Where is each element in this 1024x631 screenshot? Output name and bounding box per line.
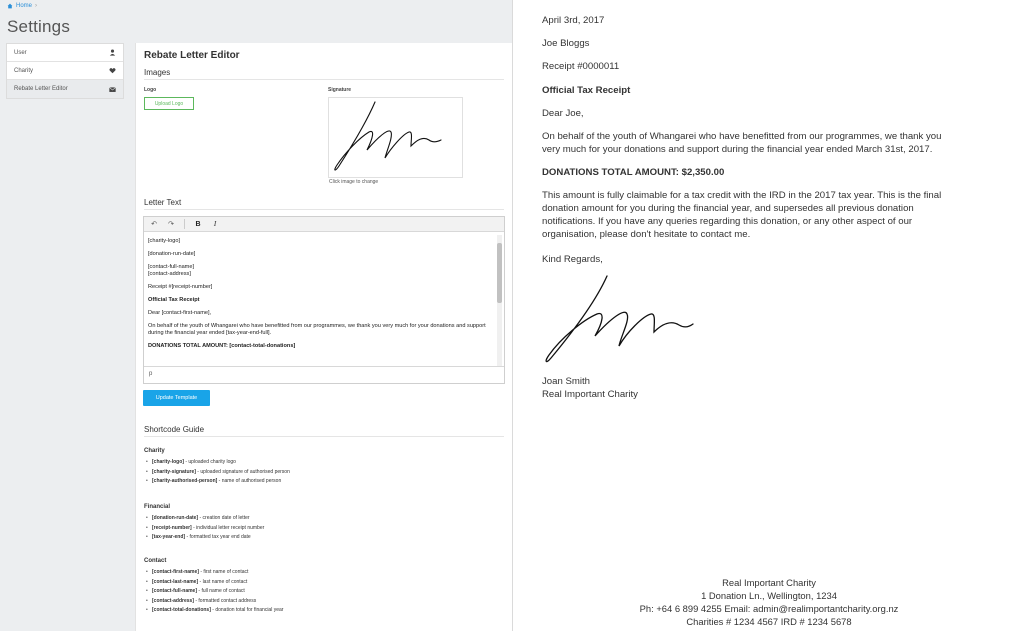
- letter-paragraph-line: donation amount for you during the financial year, and supersedes all previous donation: [542, 203, 914, 214]
- upload-logo-button[interactable]: Upload Logo: [144, 97, 194, 110]
- breadcrumb-separator: ›: [35, 3, 38, 9]
- letter-signer-org: Real Important Charity: [542, 389, 638, 400]
- letter-preview: [512, 0, 1024, 631]
- editor-line: [contact-full-name]: [148, 264, 195, 270]
- sidebar-item-rebate-letter-editor[interactable]: [7, 80, 123, 98]
- letter-official-heading: Official Tax Receipt: [542, 85, 631, 96]
- shortcode-group-title: Contact: [144, 558, 167, 564]
- editor-line: [charity-logo]: [148, 238, 181, 244]
- breadcrumb-home-link[interactable]: Home: [16, 3, 33, 9]
- letter-paragraph-line: On behalf of the youth of Whangarei who have benefitted from our programmes, we thank you: [542, 131, 942, 142]
- bold-button[interactable]: B: [195, 220, 201, 228]
- letter-paragraph-line: This amount is fully claimable for a tax credit with the IRD in the 2017 tax year. This is the final: [542, 190, 942, 201]
- shortcode-item: • [contact-last-name] - last name of contact: [152, 579, 283, 586]
- shortcode-item: • [tax-year-end] - formatted tax year end date: [152, 534, 264, 541]
- editor-panel: [135, 43, 512, 631]
- editor-line: DONATIONS TOTAL AMOUNT: [contact-total-donations]: [148, 343, 296, 349]
- sidebar-item-label: Charity: [14, 67, 34, 74]
- editor-statusbar: p: [144, 366, 504, 383]
- shortcode-group-charity: [144, 448, 290, 488]
- shortcode-item: • [charity-signature] - uploaded signature of authorised person: [152, 469, 290, 476]
- images-heading: Images: [144, 68, 504, 80]
- redo-icon[interactable]: ↷: [168, 221, 174, 228]
- shortcode-item: • [donation-run-date] - creation date of letter: [152, 515, 264, 522]
- letter-signature-image: [541, 270, 696, 365]
- scrollbar-thumb[interactable]: [497, 243, 502, 303]
- home-icon: [7, 3, 13, 9]
- editor-content[interactable]: [144, 233, 499, 366]
- editor-line: On behalf of the youth of Whangarei who have benefitted from our programmes, we thank you very much for your donations and support during the financial year ended [tax-year-end-full].: [148, 323, 486, 336]
- letter-receipt-number: Receipt #0000011: [542, 61, 620, 72]
- shortcode-item: • [charity-logo] - uploaded charity logo: [152, 459, 290, 466]
- shortcode-group-financial: [144, 504, 264, 544]
- signature-label: Signature: [328, 87, 352, 93]
- editor-line: [contact-address]: [148, 271, 191, 277]
- shortcode-group-title: Charity: [144, 448, 165, 454]
- letter-date: April 3rd, 2017: [542, 15, 605, 26]
- sidebar-item-user[interactable]: [7, 44, 123, 62]
- envelope-icon: [109, 86, 116, 93]
- editor-line: [donation-run-date]: [148, 251, 196, 257]
- heart-icon: [109, 67, 116, 74]
- signature-image[interactable]: [328, 97, 463, 178]
- shortcode-group-title: Financial: [144, 504, 171, 510]
- sidebar-item-label: User: [14, 49, 27, 56]
- editor-scrollbar[interactable]: [497, 235, 502, 366]
- user-icon: [109, 49, 116, 56]
- signature-drawing: [329, 98, 464, 179]
- toolbar-divider: [184, 219, 185, 229]
- letter-text-editor[interactable]: [143, 216, 505, 384]
- shortcode-guide-heading: Shortcode Guide: [144, 425, 504, 437]
- footer-registration: Charities # 1234 4567 IRD # 1234 5678: [686, 616, 852, 627]
- letter-paragraph-line: notifications. If you have any queries regarding this donation, or any other aspect of our: [542, 216, 913, 227]
- editor-line: Receipt #[receipt-number]: [148, 284, 213, 290]
- shortcode-item: • [contact-address] - formatted contact address: [152, 598, 283, 605]
- shortcode-item: • [charity-authorised-person] - name of authorised person: [152, 478, 290, 485]
- editor-line: Dear [contact-first-name],: [148, 310, 212, 316]
- letter-total-amount: DONATIONS TOTAL AMOUNT: $2,350.00: [542, 167, 725, 178]
- breadcrumb: [7, 3, 37, 9]
- undo-icon[interactable]: ↶: [151, 221, 157, 228]
- letter-text-heading: Letter Text: [144, 198, 504, 210]
- letter-recipient-name: Joe Bloggs: [542, 38, 590, 49]
- shortcode-item: • [receipt-number] - individual letter receipt number: [152, 525, 264, 532]
- footer-org-name: Real Important Charity: [722, 577, 816, 588]
- footer-contact: Ph: +64 6 899 4255 Email: admin@realimportantcharity.org.nz: [639, 603, 899, 614]
- page-title: Settings: [7, 17, 71, 36]
- letter-greeting: Dear Joe,: [542, 108, 584, 119]
- letter-paragraph-line: very much for your donations and support during the financial year ended March 31st, 2017.: [542, 144, 933, 155]
- sidebar-item-charity[interactable]: [7, 62, 123, 80]
- shortcode-item: • [contact-first-name] - first name of contact: [152, 569, 283, 576]
- logo-label: Logo: [144, 87, 157, 93]
- update-template-button[interactable]: Update Template: [143, 390, 210, 406]
- settings-sidebar: [6, 43, 124, 99]
- panel-title: Rebate Letter Editor: [144, 50, 240, 61]
- shortcode-item: • [contact-full-name] - full name of contact: [152, 588, 283, 595]
- letter-paragraph-line: organisation, please don't hesitate to contact me.: [542, 229, 751, 240]
- shortcode-item: • [contact-total-donations] - donation total for financial year: [152, 607, 283, 614]
- letter-closing: Kind Regards,: [542, 254, 603, 265]
- italic-button[interactable]: I: [213, 220, 217, 228]
- sidebar-item-label: Rebate Letter Editor: [14, 86, 68, 92]
- shortcode-group-contact: [144, 558, 283, 617]
- editor-line: Official Tax Receipt: [148, 297, 200, 303]
- signature-hint: Click image to change: [329, 179, 379, 185]
- letter-signer-name: Joan Smith: [542, 376, 590, 387]
- editor-toolbar: [144, 217, 504, 232]
- footer-address: 1 Donation Ln., Wellington, 1234: [701, 590, 837, 601]
